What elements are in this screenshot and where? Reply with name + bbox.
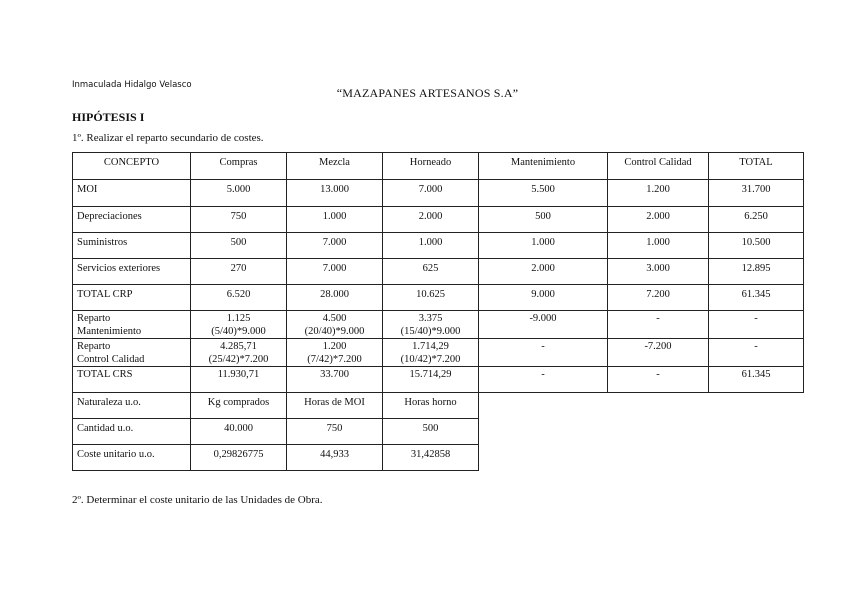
cell: 6.520 bbox=[191, 285, 287, 311]
empty-cell bbox=[608, 393, 709, 419]
column-header: Horneado bbox=[383, 153, 479, 180]
cell: 500 bbox=[479, 207, 608, 233]
cell: 2.000 bbox=[479, 259, 608, 285]
hypothesis-heading: HIPÓTESIS I bbox=[72, 110, 145, 124]
cell: 12.895 bbox=[709, 259, 804, 285]
cell: 750 bbox=[191, 207, 287, 233]
concept-line: Reparto bbox=[77, 341, 111, 352]
cell-formula: (7/42)*7.200 bbox=[307, 354, 362, 365]
author-name: Inmaculada Hidalgo Velasco bbox=[72, 80, 192, 90]
empty-cell bbox=[479, 393, 608, 419]
cell: 15.714,29 bbox=[383, 367, 479, 393]
table-row bbox=[73, 233, 804, 259]
cell: 1.000 bbox=[287, 207, 383, 233]
cell-formula: (25/42)*7.200 bbox=[208, 354, 269, 365]
cell: 7.000 bbox=[287, 233, 383, 259]
cell: 33.700 bbox=[287, 367, 383, 393]
column-header: Compras bbox=[191, 153, 287, 180]
row-concept: MOI bbox=[73, 180, 191, 207]
table-row bbox=[73, 180, 804, 207]
table-row-reparto-mantenimiento bbox=[73, 311, 804, 339]
concept-line: Reparto bbox=[77, 313, 111, 324]
cell: - bbox=[479, 367, 608, 393]
cell: - bbox=[608, 311, 709, 339]
cell: 44,933 bbox=[287, 445, 383, 471]
column-header: Mezcla bbox=[287, 153, 383, 180]
cell bbox=[383, 339, 479, 367]
table-row-reparto-control bbox=[73, 339, 804, 367]
cell: 61.345 bbox=[709, 285, 804, 311]
cell: 6.250 bbox=[709, 207, 804, 233]
cell-formula: (20/40)*9.000 bbox=[304, 326, 365, 337]
cell: 1.000 bbox=[608, 233, 709, 259]
cell: 28.000 bbox=[287, 285, 383, 311]
cell: 31,42858 bbox=[383, 445, 479, 471]
cell: 31.700 bbox=[709, 180, 804, 207]
cell: 1.000 bbox=[383, 233, 479, 259]
cell: Horas de MOI bbox=[287, 393, 383, 419]
cell: 500 bbox=[383, 419, 479, 445]
cell: - bbox=[709, 311, 804, 339]
cell: - bbox=[709, 339, 804, 367]
row-concept: Depreciaciones bbox=[73, 207, 191, 233]
row-concept bbox=[73, 311, 191, 339]
cost-distribution-table bbox=[72, 152, 804, 471]
table-row bbox=[73, 285, 804, 311]
cell-value: 1.714,29 bbox=[412, 341, 449, 352]
cell-formula: (15/40)*9.000 bbox=[400, 326, 461, 337]
empty-cell bbox=[479, 419, 608, 445]
row-concept: Servicios exteriores bbox=[73, 259, 191, 285]
empty-cell bbox=[709, 445, 804, 471]
cell bbox=[287, 311, 383, 339]
cell: 2.000 bbox=[383, 207, 479, 233]
question-1: 1º. Realizar el reparto secundario de costes. bbox=[72, 132, 264, 144]
empty-cell bbox=[709, 393, 804, 419]
row-concept bbox=[73, 339, 191, 367]
row-concept: Cantidad u.o. bbox=[73, 419, 191, 445]
cell: 5.500 bbox=[479, 180, 608, 207]
cell: 750 bbox=[287, 419, 383, 445]
cell: -9.000 bbox=[479, 311, 608, 339]
row-concept: Suministros bbox=[73, 233, 191, 259]
empty-cell bbox=[709, 419, 804, 445]
row-concept: Naturaleza u.o. bbox=[73, 393, 191, 419]
cell: 7.000 bbox=[287, 259, 383, 285]
cell: 1.000 bbox=[479, 233, 608, 259]
empty-cell bbox=[608, 445, 709, 471]
cell: 7.200 bbox=[608, 285, 709, 311]
cell: 3.000 bbox=[608, 259, 709, 285]
cell-value: 4.285,71 bbox=[220, 341, 257, 352]
column-header: CONCEPTO bbox=[73, 153, 191, 180]
cell: 10.500 bbox=[709, 233, 804, 259]
cell: 0,29826775 bbox=[191, 445, 287, 471]
cell-formula: (10/42)*7.200 bbox=[400, 354, 461, 365]
table-row-total-crs bbox=[73, 367, 804, 393]
cell: 625 bbox=[383, 259, 479, 285]
cell-formula: (5/40)*9.000 bbox=[211, 326, 266, 337]
cell: 40.000 bbox=[191, 419, 287, 445]
table-row bbox=[73, 207, 804, 233]
cell bbox=[287, 339, 383, 367]
cell bbox=[191, 311, 287, 339]
cell: - bbox=[608, 367, 709, 393]
cell: 10.625 bbox=[383, 285, 479, 311]
cell: -7.200 bbox=[608, 339, 709, 367]
row-concept: TOTAL CRP bbox=[73, 285, 191, 311]
cell: Kg comprados bbox=[191, 393, 287, 419]
concept-line: Mantenimiento bbox=[77, 326, 142, 337]
cell: Horas horno bbox=[383, 393, 479, 419]
cell: 270 bbox=[191, 259, 287, 285]
cell bbox=[191, 339, 287, 367]
cell: 61.345 bbox=[709, 367, 804, 393]
column-header: Mantenimiento bbox=[479, 153, 608, 180]
table-row-unit-quantity bbox=[73, 419, 804, 445]
table-row-unit-cost bbox=[73, 445, 804, 471]
cell: 1.200 bbox=[608, 180, 709, 207]
cell-value: 3.375 bbox=[418, 313, 443, 324]
column-header: Control Calidad bbox=[608, 153, 709, 180]
cell: 11.930,71 bbox=[191, 367, 287, 393]
cell-value: 1.200 bbox=[322, 341, 347, 352]
cell bbox=[383, 311, 479, 339]
row-concept: Coste unitario u.o. bbox=[73, 445, 191, 471]
concept-line: Control Calidad bbox=[77, 354, 145, 365]
cell: 7.000 bbox=[383, 180, 479, 207]
cell: 13.000 bbox=[287, 180, 383, 207]
empty-cell bbox=[608, 419, 709, 445]
table-header-row bbox=[73, 153, 804, 180]
column-header: TOTAL bbox=[709, 153, 804, 180]
cell: 5.000 bbox=[191, 180, 287, 207]
table-row-unit-nature bbox=[73, 393, 804, 419]
cell: 500 bbox=[191, 233, 287, 259]
table-row bbox=[73, 259, 804, 285]
cell: 2.000 bbox=[608, 207, 709, 233]
row-concept: TOTAL CRS bbox=[73, 367, 191, 393]
cell-value: 1.125 bbox=[226, 313, 251, 324]
empty-cell bbox=[479, 445, 608, 471]
cell-value: 4.500 bbox=[322, 313, 347, 324]
cell: 9.000 bbox=[479, 285, 608, 311]
cell: - bbox=[479, 339, 608, 367]
question-2: 2º. Determinar el coste unitario de las Unidades de Obra. bbox=[72, 494, 323, 506]
company-title: “MAZAPANES ARTESANOS S.A” bbox=[336, 86, 519, 100]
